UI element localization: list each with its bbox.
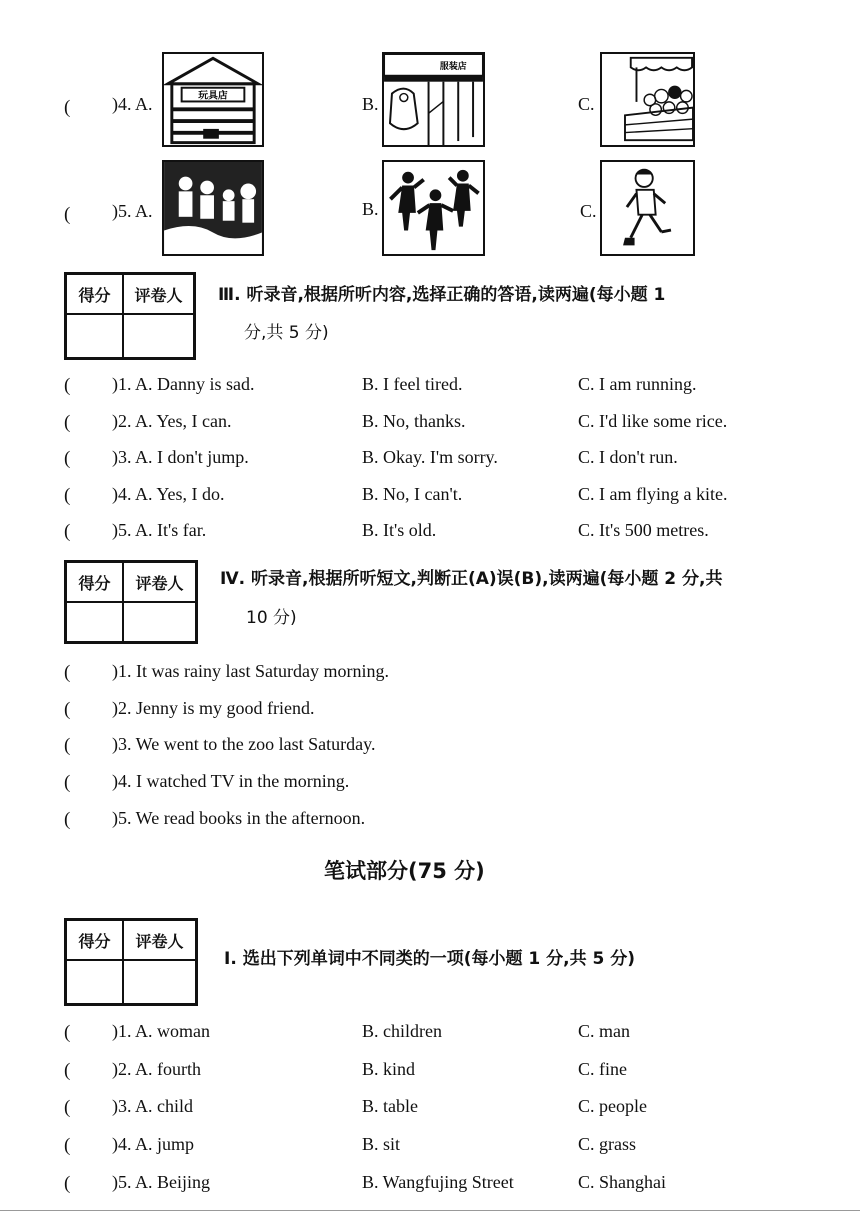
answer-paren[interactable]: (: [64, 448, 71, 469]
option-c-label: C.: [580, 201, 597, 221]
answer-paren: (: [64, 204, 71, 225]
answer-paren[interactable]: (: [64, 698, 71, 720]
question-option-c[interactable]: C. man: [578, 1021, 630, 1041]
question-number: )5. A.: [112, 201, 153, 221]
written-part-heading: 笔试部分(75 分): [324, 859, 485, 883]
question-option-c[interactable]: C. grass: [578, 1134, 636, 1155]
score-box: [64, 272, 196, 360]
question-option-c[interactable]: C. fine: [578, 1058, 627, 1079]
question-option-c[interactable]: C. I am flying a kite.: [578, 483, 728, 504]
grader-cell[interactable]: [123, 314, 194, 358]
fruit-stall-picture: [600, 52, 695, 147]
walking-people-picture: [162, 160, 264, 256]
question-option-a[interactable]: )4. A. jump: [112, 1134, 195, 1155]
answer-paren[interactable]: (: [64, 1172, 71, 1194]
question-option-b[interactable]: B. Okay. I'm sorry.: [362, 447, 498, 467]
question-option-a[interactable]: )4. A. Yes, I do.: [112, 483, 225, 504]
question-option-a[interactable]: )5. A. Beijing: [112, 1171, 210, 1192]
question-option-a[interactable]: )1. A. woman: [112, 1021, 210, 1041]
clothes-shop-sign: 服装店: [439, 61, 467, 72]
answer-paren[interactable]: (: [64, 484, 71, 506]
score-label: 得分: [66, 274, 123, 314]
answer-paren[interactable]: (: [64, 808, 71, 830]
clothes-shop-picture: [382, 52, 485, 147]
answer-paren[interactable]: (: [64, 1135, 71, 1157]
statement-text: )4. I watched TV in the morning.: [112, 771, 350, 792]
statement-text: )2. Jenny is my good friend.: [112, 697, 315, 718]
section-title: Ⅲ. 听录音,根据所听内容,选择正确的答语,读两遍(每小题 1: [218, 285, 666, 305]
statement-text: )5. We read books in the afternoon.: [112, 807, 366, 828]
answer-paren[interactable]: (: [64, 662, 71, 683]
score-box: [64, 918, 198, 1006]
answer-paren[interactable]: (: [64, 772, 71, 794]
answer-paren[interactable]: (: [64, 521, 71, 542]
grader-label: 评卷人: [123, 562, 196, 602]
question-option-b[interactable]: B. No, thanks.: [362, 410, 466, 431]
dancing-people-picture: [382, 160, 485, 256]
question-option-b[interactable]: B. children: [362, 1021, 442, 1041]
question-option-b[interactable]: B. sit: [362, 1134, 401, 1155]
question-option-a[interactable]: )3. A. I don't jump.: [112, 447, 249, 467]
question-option-c[interactable]: C. Shanghai: [578, 1171, 666, 1192]
question-number: )4. A.: [112, 94, 153, 114]
grader-label: 评卷人: [123, 920, 196, 960]
grader-cell[interactable]: [123, 960, 196, 1004]
section-title: Ⅳ. 听录音,根据所听短文,判断正(A)误(B),读两遍(每小题 2 分,共: [220, 569, 723, 589]
grader-label: 评卷人: [123, 274, 194, 314]
question-option-c[interactable]: C. I'd like some rice.: [578, 410, 728, 431]
question-option-a[interactable]: )1. A. Danny is sad.: [112, 374, 255, 394]
answer-paren[interactable]: (: [64, 1022, 71, 1043]
question-option-a[interactable]: )3. A. child: [112, 1096, 193, 1117]
statement-text: )1. It was rainy last Saturday morning.: [112, 661, 389, 681]
section-title-cont: 10 分): [246, 608, 297, 628]
answer-paren[interactable]: (: [64, 411, 71, 433]
toy-shop-picture: [162, 52, 264, 147]
running-boy-picture: [600, 160, 695, 256]
score-label: 得分: [66, 562, 123, 602]
answer-paren[interactable]: (: [64, 1059, 71, 1081]
section-title: Ⅰ. 选出下列单词中不同类的一项(每小题 1 分,共 5 分): [224, 949, 636, 969]
grader-cell[interactable]: [123, 602, 196, 642]
question-option-c[interactable]: C. I am running.: [578, 374, 697, 394]
option-b-label: B.: [362, 94, 379, 114]
question-option-b[interactable]: B. It's old.: [362, 520, 437, 540]
question-option-b[interactable]: B. kind: [362, 1058, 416, 1079]
question-option-c[interactable]: C. people: [578, 1096, 647, 1117]
answer-paren: (: [64, 97, 71, 118]
question-option-b[interactable]: B. I feel tired.: [362, 374, 463, 394]
question-option-b[interactable]: B. table: [362, 1096, 418, 1117]
toy-shop-sign: 玩具店: [198, 90, 228, 102]
score-cell[interactable]: [66, 960, 123, 1004]
page-footer-rule: [0, 1210, 860, 1211]
question-option-c[interactable]: C. I don't run.: [578, 447, 678, 467]
score-label: 得分: [66, 920, 123, 960]
score-box: [64, 560, 198, 644]
option-b-label: B.: [362, 199, 379, 219]
question-option-a[interactable]: )2. A. Yes, I can.: [112, 410, 232, 431]
score-cell[interactable]: [66, 314, 123, 358]
question-option-a[interactable]: )2. A. fourth: [112, 1058, 201, 1079]
question-option-c[interactable]: C. It's 500 metres.: [578, 520, 709, 540]
section-title-cont: 分,共 5 分): [244, 323, 329, 343]
question-option-b[interactable]: B. Wangfujing Street: [362, 1171, 514, 1192]
answer-paren[interactable]: (: [64, 1097, 71, 1119]
question-option-a[interactable]: )5. A. It's far.: [112, 520, 207, 540]
score-cell[interactable]: [66, 602, 123, 642]
answer-paren[interactable]: (: [64, 735, 71, 757]
statement-text: )3. We went to the zoo last Saturday.: [112, 734, 376, 755]
question-option-b[interactable]: B. No, I can't.: [362, 483, 463, 504]
answer-paren[interactable]: (: [64, 375, 71, 396]
option-c-label: C.: [578, 94, 595, 114]
